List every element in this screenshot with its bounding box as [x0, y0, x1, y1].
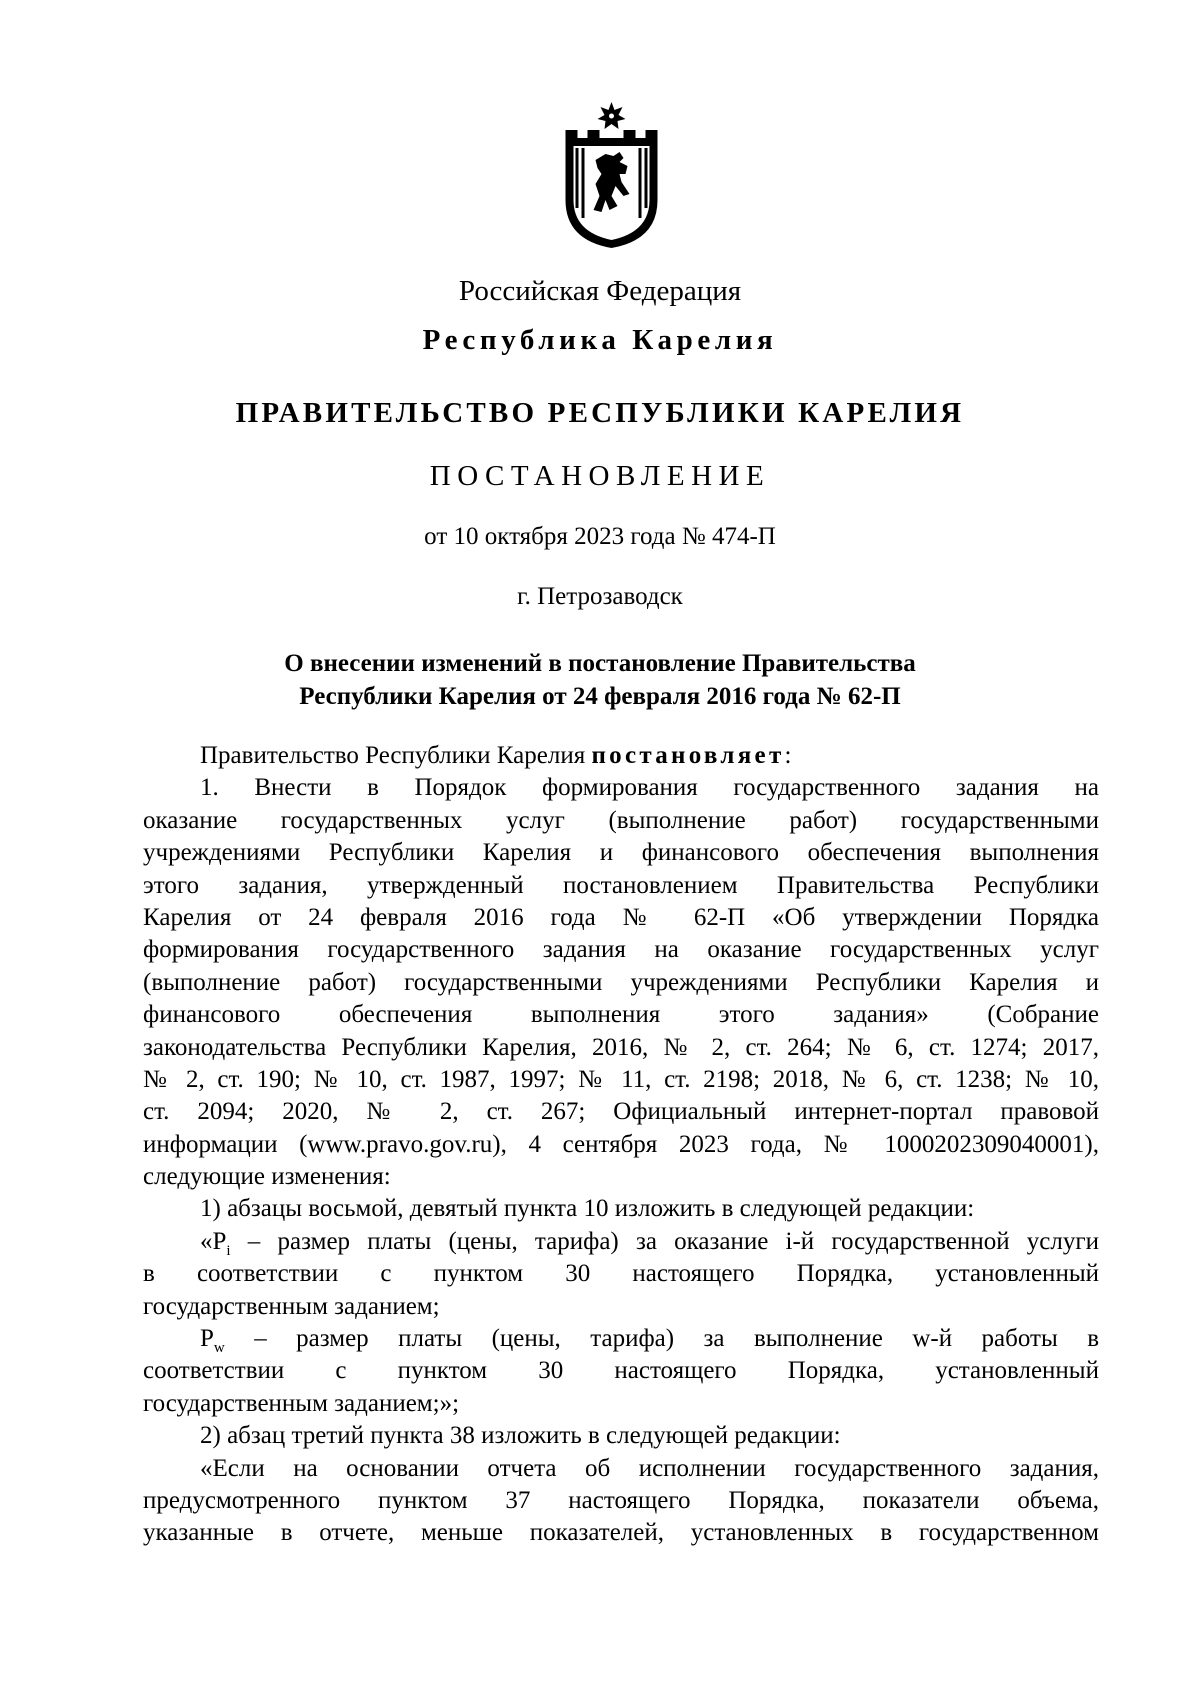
body-line: указанные в отчете, меньше показателей, установленных в государственном [143, 1519, 1099, 1547]
body-line: формирования государственного задания на оказание государственных услуг [143, 936, 1099, 964]
subject-line: О внесении изменений в постановление Правительства [284, 650, 916, 677]
body-line: учреждениями Республики Карелия и финансового обеспечения выполнения [143, 839, 1099, 867]
pw-text: – размер платы (цены, тарифа) за выполнение w-й работы в [224, 1325, 1099, 1353]
body-line: государственным заданием; [143, 1292, 440, 1320]
document-body [143, 740, 1099, 1550]
preamble [143, 740, 1099, 772]
pi-symbol: «P [200, 1227, 227, 1255]
formula-pi-line [143, 1226, 1099, 1258]
body-line: законодательства Республики Карелия, 2016, № 2, ст. 264; № 6, ст. 1274; 2017, [143, 1033, 1099, 1061]
preamble-verb: постановляет [591, 742, 785, 769]
body-line: финансового обеспечения выполнения этого задания» (Собрание [143, 1001, 1099, 1029]
pw-subscript: w [213, 1340, 225, 1357]
body-line: Карелия от 24 февраля 2016 года № 62-П «Об утверждении Порядка [143, 903, 1099, 931]
body-line: «Если на основании отчета об исполнении государственного задания, [200, 1454, 1099, 1482]
body-line: следующие изменения: [143, 1163, 391, 1191]
pi-subscript: i [226, 1242, 231, 1259]
government-title: ПРАВИТЕЛЬСТВО РЕСПУБЛИКИ КАРЕЛИЯ [235, 397, 965, 429]
formula-pw-line [143, 1323, 1099, 1355]
pw-symbol: P [200, 1325, 214, 1353]
body-line: 1) абзацы восьмой, девятый пункта 10 изложить в следующей редакции: [200, 1195, 975, 1223]
body-line: оказание государственных услуг (выполнение работ) государственными [143, 806, 1099, 834]
city: г. Петрозаводск [517, 583, 683, 610]
body-line: 2) абзац третий пункта 38 изложить в следующей редакции: [200, 1422, 841, 1450]
preamble-text: Правительство Республики Карелия [200, 742, 592, 769]
body-line: предусмотренного пунктом 37 настоящего Порядка, показатели объема, [143, 1486, 1099, 1514]
body-line: государственным заданием;»; [143, 1389, 460, 1417]
body-line: соответствии с пунктом 30 настоящего Порядка, установленный [143, 1357, 1099, 1385]
body-line: этого задания, утвержденный постановлением Правительства Республики [143, 871, 1099, 899]
body-line: № 2, ст. 190; № 10, ст. 1987, 1997; № 11, ст. 2198; 2018, № 6, ст. 1238; № 10, [143, 1065, 1099, 1093]
body-line: 1. Внести в Порядок формирования государственного задания на [200, 774, 1099, 802]
preamble-colon: : [784, 742, 792, 769]
republic-name: Республика Карелия [422, 324, 778, 356]
body-line: (выполнение работ) государственными учреждениями Республики Карелия и [143, 968, 1099, 996]
body-line: ст. 2094; 2020, № 2, ст. 267; Официальный интернет-портал правовой [143, 1098, 1099, 1126]
pi-text: – размер платы (цены, тарифа) за оказание i-й государственной услуги [230, 1227, 1099, 1255]
document-type: ПОСТАНОВЛЕНИЕ [429, 460, 771, 492]
body-line: информации (www.pravo.gov.ru), 4 сентября 2023 года, № 1000202309040001), [143, 1130, 1099, 1158]
coat-of-arms-icon [560, 100, 663, 250]
subject-line: Республики Карелия от 24 февраля 2016 года № 62-П [299, 683, 901, 710]
body-line: в соответствии с пунктом 30 настоящего Порядка, установленный [143, 1260, 1099, 1288]
document-subject [0, 647, 1200, 713]
country-name: Российская Федерация [458, 275, 742, 307]
date-number: от 10 октября 2023 года № 474-П [424, 523, 776, 550]
